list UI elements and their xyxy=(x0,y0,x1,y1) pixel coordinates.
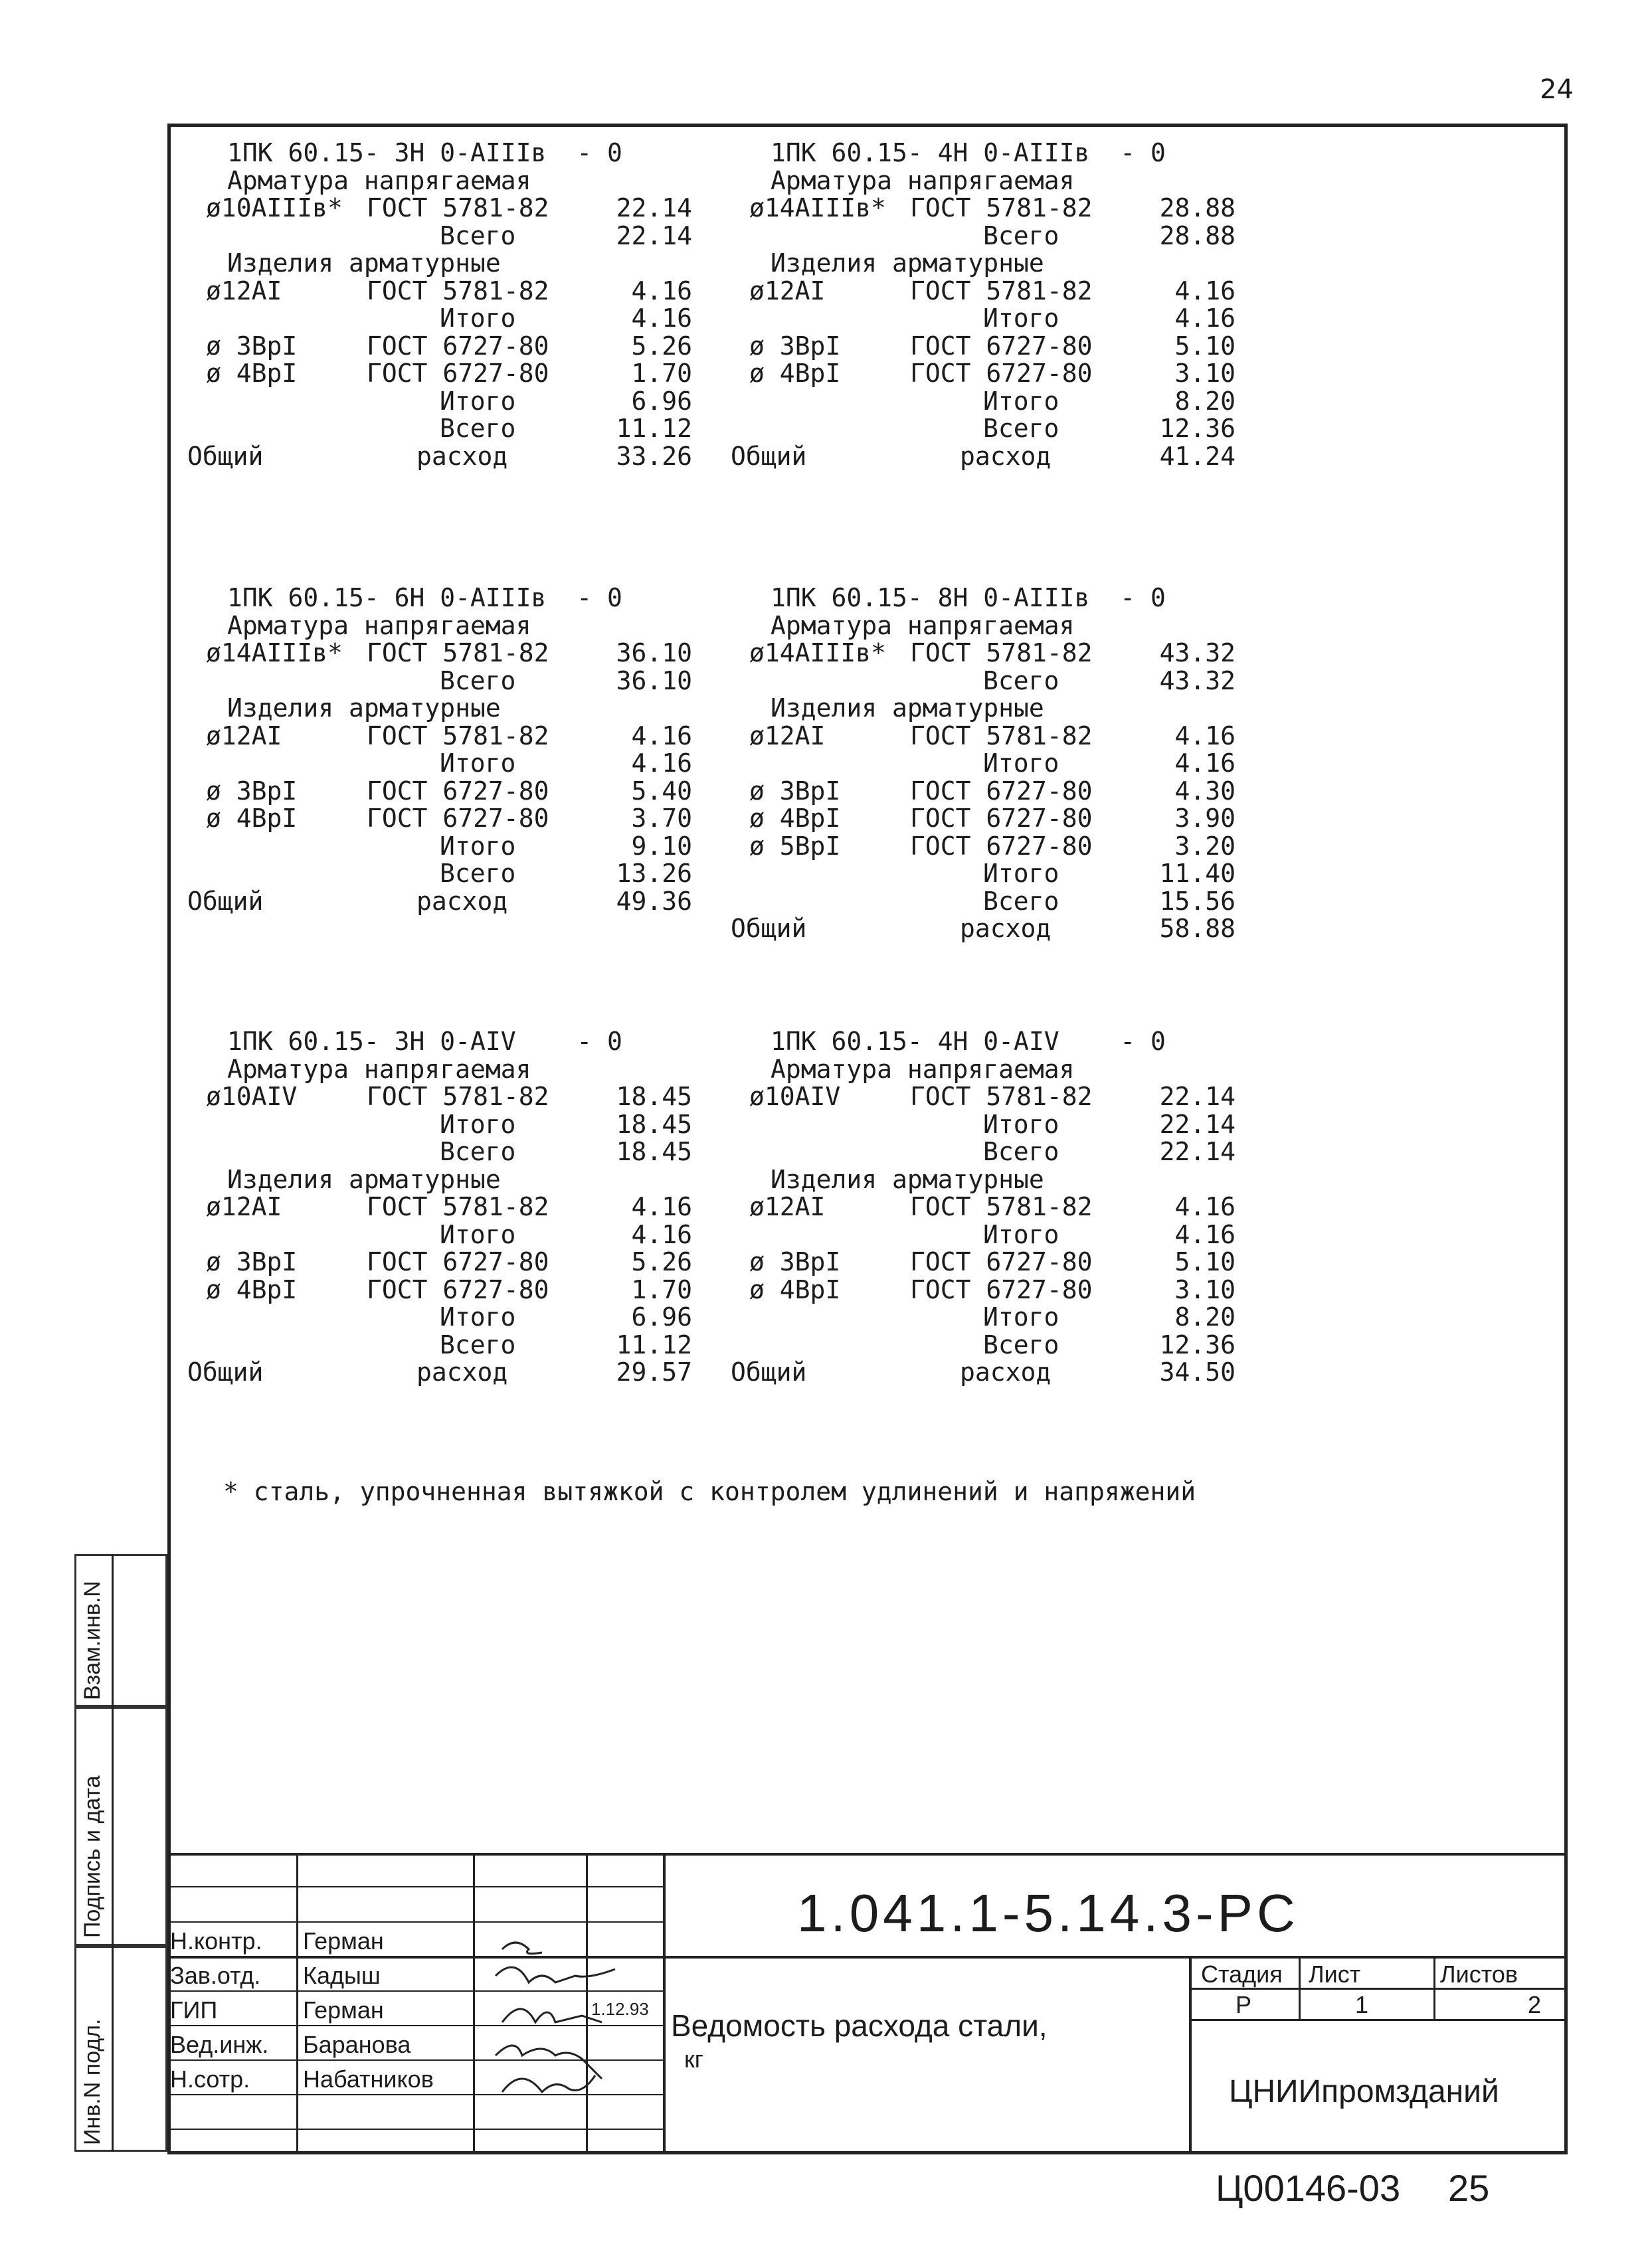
spec-row xyxy=(187,860,692,888)
spec-row xyxy=(731,1083,1236,1111)
spec-row xyxy=(187,723,692,750)
rebar-mark: Общий xyxy=(731,441,807,471)
rebar-mark: ø10AIV xyxy=(206,1082,298,1111)
rebar-mark: ø 4BpI xyxy=(749,1274,841,1304)
mass-value: 9.10 xyxy=(631,831,692,861)
mass-value: 4.16 xyxy=(1174,304,1236,333)
rebar-mark: Общий xyxy=(731,1357,807,1387)
total-label: Итого xyxy=(983,859,1059,888)
total-label: Всего xyxy=(440,859,516,888)
standard: ГОСТ 6727-80 xyxy=(910,804,1093,833)
mass-value: 4.16 xyxy=(631,1192,692,1221)
spec-row xyxy=(187,388,692,416)
spec-row xyxy=(187,415,692,443)
section-heading: Арматура напрягаемая xyxy=(227,165,531,195)
rebar-mark: ø 3BpI xyxy=(206,331,298,361)
side-label-inv: Инв.N подл. xyxy=(80,2018,105,2145)
spec-row xyxy=(731,443,1236,471)
spec-row xyxy=(187,250,692,278)
mass-value: 4.16 xyxy=(1174,276,1236,305)
spec-row xyxy=(187,1138,692,1166)
spec-row xyxy=(187,612,692,640)
rebar-mark: ø12AI xyxy=(749,1192,826,1221)
standard: ГОСТ 5781-82 xyxy=(910,276,1093,305)
role-vedinzh: Вед.инж. xyxy=(170,2031,269,2058)
standard: ГОСТ 6727-80 xyxy=(910,1247,1093,1276)
rebar-mark: ø 4BpI xyxy=(749,359,841,388)
total-label: Итого xyxy=(440,304,516,333)
mass-value: 5.26 xyxy=(631,331,692,361)
spec-row xyxy=(731,1249,1236,1276)
standard: ГОСТ 5781-82 xyxy=(367,1192,549,1221)
mass-value: 3.70 xyxy=(631,804,692,833)
spec-row xyxy=(731,1221,1236,1249)
spec-row xyxy=(187,443,692,471)
rebar-mark: ø12AI xyxy=(206,1192,282,1221)
total-label: Всего xyxy=(440,1330,516,1359)
archive-code: Ц00146-03 xyxy=(1216,2167,1401,2209)
mass-value: 58.88 xyxy=(1159,914,1236,943)
name-zavotd: Кадыш xyxy=(303,1962,381,1989)
spec-row xyxy=(731,778,1236,806)
mass-value: 4.16 xyxy=(1174,748,1236,778)
rebar-mark: ø 3BpI xyxy=(749,331,841,361)
name-vedinzh: Баранова xyxy=(303,2031,411,2058)
mass-value: 11.40 xyxy=(1159,859,1236,888)
total-label: расход xyxy=(960,1357,1052,1387)
mass-value: 11.12 xyxy=(616,1330,692,1359)
total-label: расход xyxy=(960,914,1052,943)
mass-value: 4.16 xyxy=(631,748,692,778)
mass-value: 6.96 xyxy=(631,386,692,416)
total-label: Всего xyxy=(983,886,1059,916)
spec-row xyxy=(187,1083,692,1111)
mass-value: 4.16 xyxy=(1174,1219,1236,1249)
mass-value: 5.26 xyxy=(631,1247,692,1276)
spec-row xyxy=(731,1111,1236,1139)
mass-value: 3.90 xyxy=(1174,804,1236,833)
spec-row xyxy=(187,805,692,833)
spec-row xyxy=(187,750,692,778)
spec-row xyxy=(731,695,1236,723)
side-divider xyxy=(112,1554,114,2152)
total-label: Всего xyxy=(440,1137,516,1166)
section-heading: Арматура напрягаемая xyxy=(771,165,1075,195)
mass-value: 43.32 xyxy=(1159,638,1236,667)
block-header: 1ПК 60.15- 8Н 0-AIIIв - 0 xyxy=(771,583,1166,612)
spec-block xyxy=(187,584,692,915)
standard: ГОСТ 6727-80 xyxy=(367,1247,549,1276)
block-header: 1ПК 60.15- 3Н 0-AIV - 0 xyxy=(227,1027,622,1056)
total-label: Итого xyxy=(440,748,516,778)
sheet-title-line1: Ведомость расхода стали, xyxy=(671,2008,1048,2043)
mass-value: 36.10 xyxy=(616,665,692,695)
archive-page: 25 xyxy=(1448,2167,1490,2209)
block-header: 1ПК 60.15- 3Н 0-AIIIв - 0 xyxy=(227,138,622,167)
name-nkontr: Герман xyxy=(303,1927,384,1955)
total-label: Итого xyxy=(440,1109,516,1139)
block-header: 1ПК 60.15- 6Н 0-AIIIв - 0 xyxy=(227,583,622,612)
total-label: Всего xyxy=(983,414,1059,443)
rebar-mark: ø14AIIIв* xyxy=(206,638,343,667)
sheet-title-line2: кг xyxy=(684,2046,703,2073)
mass-value: 4.16 xyxy=(631,1219,692,1249)
spec-row xyxy=(731,1138,1236,1166)
total-label: Итого xyxy=(440,831,516,861)
total-label: Итого xyxy=(440,1302,516,1332)
block-header: 1ПК 60.15- 4Н 0-AIIIв - 0 xyxy=(771,138,1166,167)
stage-label: Стадия xyxy=(1201,1961,1283,1988)
spec-row xyxy=(731,833,1236,861)
spec-row xyxy=(731,250,1236,278)
spec-row xyxy=(187,1249,692,1276)
mass-value: 4.16 xyxy=(1174,721,1236,750)
mass-value: 3.20 xyxy=(1174,831,1236,861)
mass-value: 5.10 xyxy=(1174,1247,1236,1276)
spec-row xyxy=(187,1332,692,1359)
sheet-label: Лист xyxy=(1309,1961,1361,1988)
spec-row xyxy=(731,1359,1236,1387)
standard: ГОСТ 6727-80 xyxy=(910,831,1093,861)
section-heading: Арматура напрягаемая xyxy=(227,610,531,640)
role-gip: ГИП xyxy=(170,1996,218,2024)
spec-row xyxy=(187,1304,692,1332)
standard: ГОСТ 6727-80 xyxy=(910,359,1093,388)
rebar-mark: ø 4BpI xyxy=(206,1274,298,1304)
section-heading: Изделия арматурные xyxy=(227,693,501,723)
rebar-mark: ø10AIV xyxy=(749,1082,841,1111)
total-label: Итого xyxy=(440,386,516,416)
spec-row xyxy=(187,1359,692,1387)
mass-value: 43.32 xyxy=(1159,665,1236,695)
mass-value: 15.56 xyxy=(1159,886,1236,916)
spec-row xyxy=(731,888,1236,916)
spec-row xyxy=(731,167,1236,195)
spec-row xyxy=(731,305,1236,333)
mass-value: 1.70 xyxy=(631,359,692,388)
page-number: 24 xyxy=(1540,74,1574,105)
section-heading: Изделия арматурные xyxy=(771,693,1044,723)
section-heading: Арматура напрягаемая xyxy=(227,1054,531,1084)
rebar-mark: ø14AIIIв* xyxy=(749,193,886,222)
total-label: Всего xyxy=(983,1330,1059,1359)
mass-value: 4.16 xyxy=(1174,1192,1236,1221)
mass-value: 28.88 xyxy=(1159,193,1236,222)
spec-row xyxy=(731,195,1236,222)
block-header: 1ПК 60.15- 4Н 0-AIV - 0 xyxy=(771,1027,1166,1056)
spec-row xyxy=(731,640,1236,667)
total-label: Итого xyxy=(983,748,1059,778)
spec-row xyxy=(731,1166,1236,1194)
spec-row xyxy=(187,360,692,388)
spec-row xyxy=(731,222,1236,250)
total-label: Итого xyxy=(440,1219,516,1249)
mass-value: 12.36 xyxy=(1159,414,1236,443)
rebar-mark: ø 4BpI xyxy=(749,804,841,833)
spec-row xyxy=(187,222,692,250)
spec-row xyxy=(731,1332,1236,1359)
spec-row xyxy=(187,695,692,723)
standard: ГОСТ 5781-82 xyxy=(367,721,549,750)
spec-row xyxy=(731,915,1236,943)
standard: ГОСТ 5781-82 xyxy=(910,193,1093,222)
standard: ГОСТ 5781-82 xyxy=(367,1082,549,1111)
spec-row xyxy=(187,1221,692,1249)
spec-row xyxy=(731,750,1236,778)
spec-block xyxy=(187,139,692,470)
mass-value: 8.20 xyxy=(1174,1302,1236,1332)
mass-value: 13.26 xyxy=(616,859,692,888)
mass-value: 18.45 xyxy=(616,1109,692,1139)
sheets-label: Листов xyxy=(1440,1961,1518,1988)
total-label: расход xyxy=(960,441,1052,471)
role-zavotd: Зав.отд. xyxy=(170,1962,261,1989)
date-gip: 1.12.93 xyxy=(591,1999,649,2019)
section-heading: Арматура напрягаемая xyxy=(771,1054,1075,1084)
spec-row xyxy=(187,833,692,861)
mass-value: 18.45 xyxy=(616,1137,692,1166)
spec-row xyxy=(187,278,692,305)
spec-row xyxy=(731,612,1236,640)
spec-row xyxy=(187,1276,692,1304)
role-nsotr: Н.сотр. xyxy=(170,2065,250,2093)
spec-row xyxy=(731,360,1236,388)
section-heading: Изделия арматурные xyxy=(227,248,501,278)
rebar-mark: ø12AI xyxy=(206,721,282,750)
spec-row xyxy=(187,1166,692,1194)
standard: ГОСТ 5781-82 xyxy=(910,721,1093,750)
spec-row xyxy=(731,723,1236,750)
section-heading: Изделия арматурные xyxy=(227,1164,501,1194)
section-heading: Изделия арматурные xyxy=(771,248,1044,278)
mass-value: 49.36 xyxy=(616,886,692,916)
total-label: расход xyxy=(416,1357,508,1387)
org-name: ЦНИИпромзданий xyxy=(1229,2074,1499,2109)
rebar-mark: ø 4BpI xyxy=(206,359,298,388)
mass-value: 34.50 xyxy=(1159,1357,1236,1387)
total-label: Всего xyxy=(983,665,1059,695)
mass-value: 5.40 xyxy=(631,776,692,806)
standard: ГОСТ 6727-80 xyxy=(367,331,549,361)
mass-value: 5.10 xyxy=(1174,331,1236,361)
standard: ГОСТ 5781-82 xyxy=(910,1082,1093,1111)
mass-value: 4.16 xyxy=(631,304,692,333)
rebar-mark: ø12AI xyxy=(749,721,826,750)
rebar-mark: ø 4BpI xyxy=(206,804,298,833)
mass-value: 22.14 xyxy=(1159,1137,1236,1166)
rebar-mark: ø12AI xyxy=(749,276,826,305)
role-nkontr: Н.контр. xyxy=(170,1927,262,1955)
spec-block xyxy=(731,584,1236,943)
spec-row xyxy=(187,1111,692,1139)
total-label: Итого xyxy=(983,1302,1059,1332)
spec-row xyxy=(187,888,692,916)
mass-value: 29.57 xyxy=(616,1357,692,1387)
doc-code: 1.041.1-5.14.3-PC xyxy=(797,1883,1299,1943)
standard: ГОСТ 6727-80 xyxy=(910,1274,1093,1304)
name-gip: Герман xyxy=(303,1996,384,2024)
mass-value: 22.14 xyxy=(1159,1082,1236,1111)
spec-row xyxy=(731,860,1236,888)
spec-row xyxy=(731,388,1236,416)
total-label: Всего xyxy=(440,414,516,443)
standard: ГОСТ 6727-80 xyxy=(910,776,1093,806)
sheet-value: 1 xyxy=(1355,1991,1369,2018)
spec-row xyxy=(187,640,692,667)
mass-value: 28.88 xyxy=(1159,220,1236,250)
rebar-mark: Общий xyxy=(731,914,807,943)
rebar-mark: Общий xyxy=(187,441,264,471)
side-label-vzam: Взам.инв.N xyxy=(80,1581,105,1700)
spec-row xyxy=(731,805,1236,833)
total-label: Итого xyxy=(983,304,1059,333)
side-label-podpis: Подпись и дата xyxy=(80,1775,105,1938)
total-label: Всего xyxy=(440,665,516,695)
standard: ГОСТ 5781-82 xyxy=(367,276,549,305)
rebar-mark: ø 5BpI xyxy=(749,831,841,861)
spec-row xyxy=(731,1276,1236,1304)
signatures-image xyxy=(476,1923,662,2129)
rebar-mark: Общий xyxy=(187,886,264,916)
total-label: Всего xyxy=(983,220,1059,250)
spec-row xyxy=(731,1056,1236,1084)
footnote: * сталь, упрочненная вытяжкой с контролем удлинений и напряжений xyxy=(223,1477,1196,1506)
standard: ГОСТ 6727-80 xyxy=(367,804,549,833)
mass-value: 6.96 xyxy=(631,1302,692,1332)
total-label: Всего xyxy=(983,1137,1059,1166)
standard: ГОСТ 5781-82 xyxy=(910,1192,1093,1221)
standard: ГОСТ 5781-82 xyxy=(910,638,1093,667)
mass-value: 4.30 xyxy=(1174,776,1236,806)
total-label: Итого xyxy=(983,386,1059,416)
total-label: Итого xyxy=(983,1109,1059,1139)
mass-value: 33.26 xyxy=(616,441,692,471)
rebar-mark: ø 3BpI xyxy=(206,776,298,806)
spec-row xyxy=(187,778,692,806)
mass-value: 12.36 xyxy=(1159,1330,1236,1359)
mass-value: 3.10 xyxy=(1174,359,1236,388)
spec-row xyxy=(731,1304,1236,1332)
mass-value: 22.14 xyxy=(616,193,692,222)
spec-row xyxy=(187,1056,692,1084)
spec-row xyxy=(187,1193,692,1221)
mass-value: 8.20 xyxy=(1174,386,1236,416)
rebar-mark: ø 3BpI xyxy=(749,776,841,806)
mass-value: 11.12 xyxy=(616,414,692,443)
total-label: расход xyxy=(416,441,508,471)
rebar-mark: ø 3BpI xyxy=(749,1247,841,1276)
standard: ГОСТ 5781-82 xyxy=(367,638,549,667)
stage-value: Р xyxy=(1236,1991,1252,2018)
section-heading: Арматура напрягаемая xyxy=(771,610,1075,640)
total-label: Всего xyxy=(440,220,516,250)
spec-row xyxy=(187,667,692,695)
mass-value: 41.24 xyxy=(1159,441,1236,471)
spec-block xyxy=(731,1028,1236,1387)
rebar-mark: ø 3BpI xyxy=(206,1247,298,1276)
spec-block xyxy=(731,139,1236,470)
spec-row xyxy=(187,333,692,361)
rebar-mark: ø14AIIIв* xyxy=(749,638,886,667)
rebar-mark: ø10AIIIв* xyxy=(206,193,343,222)
spec-row xyxy=(731,278,1236,305)
spec-row xyxy=(187,305,692,333)
mass-value: 36.10 xyxy=(616,638,692,667)
standard: ГОСТ 6727-80 xyxy=(910,331,1093,361)
standard: ГОСТ 5781-82 xyxy=(367,193,549,222)
spec-row xyxy=(731,667,1236,695)
total-label: расход xyxy=(416,886,508,916)
standard: ГОСТ 6727-80 xyxy=(367,1274,549,1304)
spec-row xyxy=(731,333,1236,361)
mass-value: 18.45 xyxy=(616,1082,692,1111)
mass-value: 1.70 xyxy=(631,1274,692,1304)
spec-row xyxy=(187,167,692,195)
rebar-mark: Общий xyxy=(187,1357,264,1387)
mass-value: 3.10 xyxy=(1174,1274,1236,1304)
spec-row xyxy=(731,415,1236,443)
rebar-mark: ø12AI xyxy=(206,276,282,305)
spec-row xyxy=(187,195,692,222)
mass-value: 22.14 xyxy=(1159,1109,1236,1139)
standard: ГОСТ 6727-80 xyxy=(367,776,549,806)
mass-value: 4.16 xyxy=(631,276,692,305)
sheets-value: 2 xyxy=(1528,1991,1542,2018)
spec-row xyxy=(731,1193,1236,1221)
total-label: Итого xyxy=(983,1219,1059,1249)
section-heading: Изделия арматурные xyxy=(771,1164,1044,1194)
standard: ГОСТ 6727-80 xyxy=(367,359,549,388)
name-nsotr: Набатников xyxy=(303,2065,434,2093)
mass-value: 22.14 xyxy=(616,220,692,250)
mass-value: 4.16 xyxy=(631,721,692,750)
spec-block xyxy=(187,1028,692,1387)
